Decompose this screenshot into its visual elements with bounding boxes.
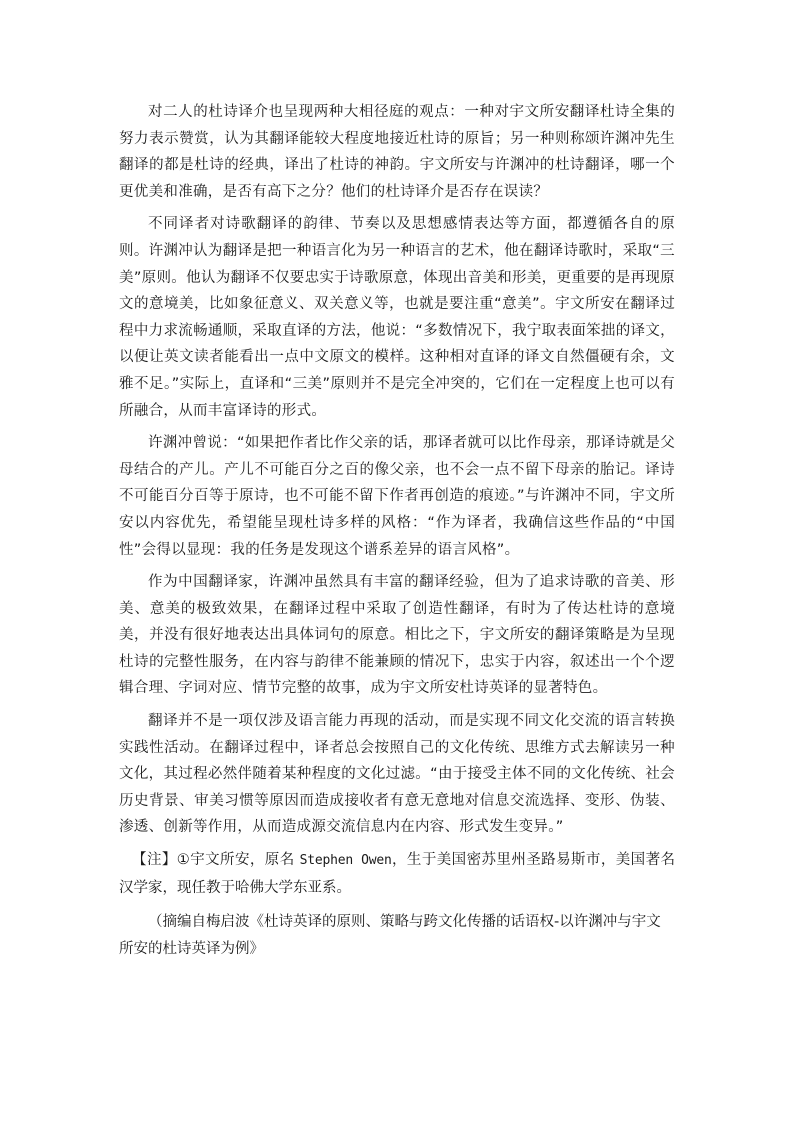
document-page <box>119 99 675 962</box>
paragraph-1: 对二人的杜诗译介也呈现两种大相径庭的观点：一种对宇文所安翻译杜诗全集的努力表示赞赏，认为其翻译能较大程度地接近杜诗的原旨；另一种则称颂许渊冲先生翻译的都是杜诗的经典，译出了杜诗的神韵。宇文所安与许渊冲的杜诗翻译，哪一个更优美和准确，是否有高下之分？他们的杜诗译介是否存在误读？ <box>119 104 675 200</box>
paragraph-2: 不同译者对诗歌翻译的韵律、节奏以及思想感情表达等方面，都遵循各自的原则。许渊冲认为翻译是把一种语言化为另一种语言的艺术，他在翻译诗歌时，采取“三美”原则。他认为翻译不仅要忠实于诗歌原意，体现出音美和形美，更重要的是再现原文的意境美，比如象征意义、双关意义等，也就是要注重“意美”。宇文所安在翻译过程中力求流畅通顺，采取直译的方法，他说：“多数情况下，我宁取表面笨拙的译文，以便让英文读者能看出一点中文原文的模样。这种相对直译的译文自然僵硬有余，文雅不足。”实际上，直译和“三美”原则并不是完全冲突的，它们在一定程度上也可以有所融合，从而丰富译诗的形式。 <box>119 216 675 419</box>
footnote-body: ，生于美国密苏里州圣路易斯市，美国著名汉学家，现任教于哈佛大学东亚系。 <box>119 852 675 896</box>
footnote <box>119 847 675 901</box>
footnote-english-name: Stephen Owen <box>299 853 392 869</box>
footnote-prefix: 【注】①宇文所安，原名 <box>132 852 300 869</box>
paragraph-5: 翻译并不是一项仅涉及语言能力再现的活动，而是实现不同文化交流的语言转换实践性活动。在翻译过程中，译者总会按照自己的文化传统、思维方式去解读另一种文化，其过程必然伴随着某种程度的文化过滤。“由于接受主体不同的文化传统、社会历史背景、审美习惯等原因而造成接收者有意无意地对信息交流选择、变形、伪装、渗透、创新等作用，从而造成源交流信息内在内容、形式发生变异。” <box>119 713 675 836</box>
paragraph-3: 许渊冲曾说：“如果把作者比作父亲的话，那译者就可以比作母亲，那译诗就是父母结合的产儿。产儿不可能百分之百的像父亲，也不会一点不留下母亲的胎记。译诗不可能百分百等于原诗，也不可能不留下作者再创造的痕迹。”与许渊冲不同，宇文所安以内容优先，希望能呈现杜诗多样的风格：“作为译者，我确信这些作品的“中国性”会得以显现：我的任务是发现这个谱系差异的语言风格”。 <box>119 435 675 558</box>
paragraph-4: 作为中国翻译家，许渊冲虽然具有丰富的翻译经验，但为了追求诗歌的音美、形美、意美的极致效果，在翻译过程中采取了创造性翻译，有时为了传达杜诗的意境美，并没有很好地表达出具体词句的原意。相比之下，宇文所安的翻译策略是为呈现杜诗的完整性服务，在内容与韵律不能兼顾的情况下，忠实于内容，叙述出一个个逻辑合理、字词对应、情节完整的故事，成为宇文所安杜诗英译的显著特色。 <box>119 574 675 697</box>
source-citation: （摘编自梅启波《杜诗英译的原则、策略与跨文化传播的话语权-以许渊冲与宇文所安的杜诗英译为例》 <box>119 914 661 957</box>
